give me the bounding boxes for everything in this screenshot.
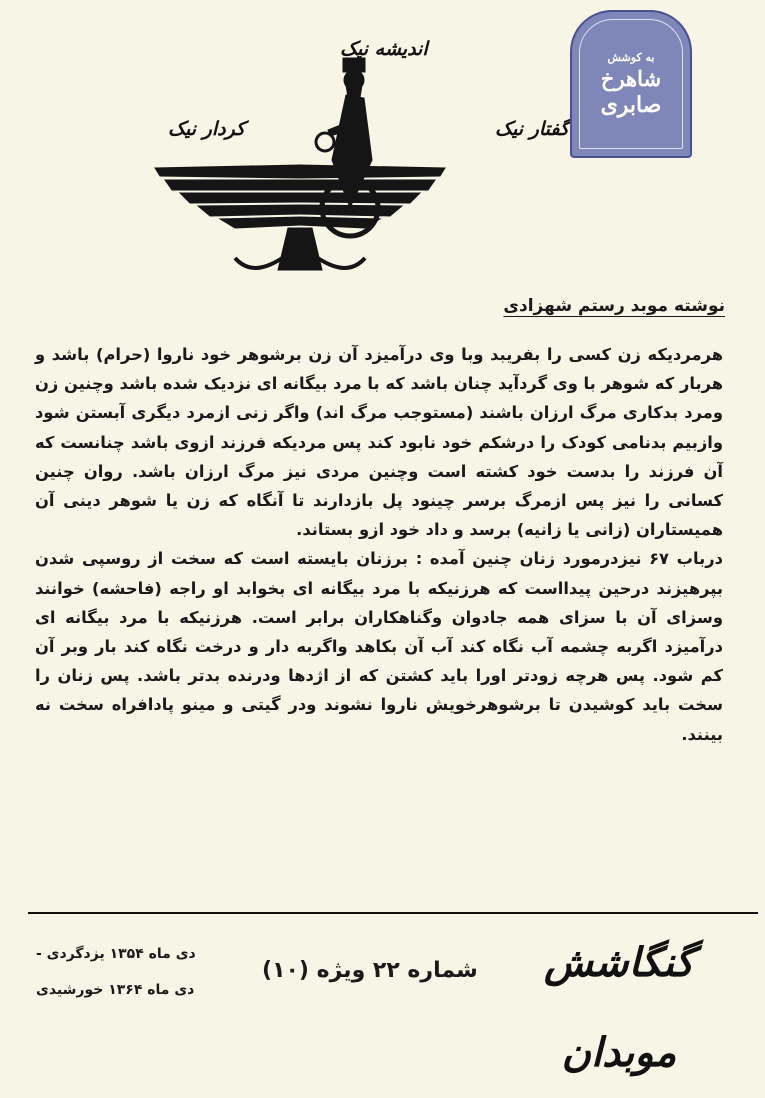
footer-divider	[28, 912, 758, 914]
issue-number: شماره ۲۲ ویژه (۱۰)	[262, 958, 478, 983]
stamp-line-1: به کوشش	[607, 50, 655, 64]
stamp-line-2: شاهرخ	[600, 65, 662, 91]
date-solar: دی ماه ۱۳۶۴ خورشیدی	[36, 982, 195, 998]
collector-stamp	[570, 10, 692, 158]
date-yazdgerdi: دی ماه ۱۳۵۴ یزدگردی -	[36, 946, 196, 962]
journal-masthead: گنگاشش موبدان	[544, 939, 694, 1076]
caption-good-words: گفتار نیک	[495, 118, 569, 140]
article-body	[35, 340, 723, 749]
author-byline: نوشته موبد رستم شهزادی	[503, 296, 725, 316]
paragraph-2: درباب ۶۷ نیزدرمورد زنان چنین آمده : برزنان بایسته است که سخت از روسپی شدن بپرهیزند درحین پیدااست که هرزنیکه با مرد بیگانه ای بخوابد او راجه (فاحشه) خوانند وسزای آن با سزای همه جادوان وگناهکاران برابر است. هرزنیکه با مرد بیگانه ای درآمیزد اگربه چشمه آب نگاه کند آب آن بکاهد واگربه دار و درخت نگاه کند بار وبر آن کم شود. پس هرچه زودتر اورا باید کشتن که از اژدها ودرنده بدتر باشد. پس زنان را سخت باید کوشیدن تا برشوهرخویش ناروا نشوند ودر گیتی و مینو پادافراه سخت نه بینند.	[35, 549, 724, 744]
faravahar-emblem	[150, 30, 450, 280]
paragraph-1: هرمردیکه زن کسی را بفریبد وبا وی درآمیزد آن زن برشوهر خود ناروا (حرام) باشد و هربار که شوهر با وی گردآید چنان باشد که با مرد بیگانه ای نزدیک شده باشد وچنین زن ومرد بدکاری مرگ ارزان باشند (مستوجب مرگ اند) واگر زنی ازمرد دیگری آبستن شود وازبیم بدنامی کودک را درشکم خود نابود کند پس مردیکه فرزند ازوی باشد چنانست که آن فرزند را بدست خود کشته است وچنین مردی نیز مرگ ارزان باشد. روان چنین کسانی را نیز پس ازمرگ برسر چینود پل بازدارند تا آنگاه که زن یا شوهر دینی آن همیستاران (زانی یا زانیه) برسد و داد خود ازو بستاند.	[35, 345, 723, 540]
caption-good-deeds: کردار نیک	[168, 118, 246, 140]
caption-good-thoughts: اندیشه نیک	[340, 38, 428, 60]
stamp-line-3: صابری	[600, 91, 662, 118]
